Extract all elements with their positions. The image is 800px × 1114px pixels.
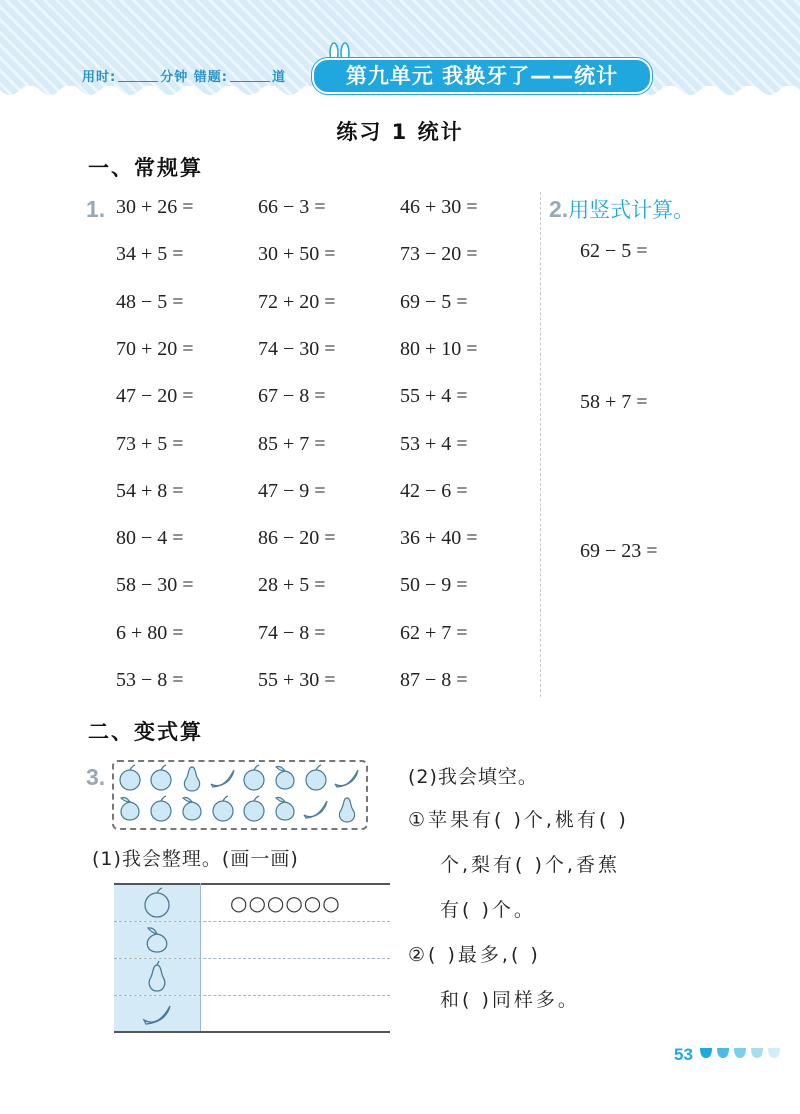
fill-line: 有( )个。	[440, 899, 536, 921]
table-row	[114, 922, 390, 959]
peach-icon	[276, 798, 294, 821]
equation: 53 − 8 =	[116, 669, 184, 691]
banana-icon	[335, 770, 358, 787]
equation: 42 − 6 =	[400, 479, 468, 502]
equation: 53 + 4 =	[400, 432, 468, 455]
equation: 58 − 30 =	[116, 574, 194, 597]
pear-icon	[339, 798, 354, 822]
fill-line: 和( )同样多。	[440, 989, 580, 1011]
fill-line: 个,梨有( )个,香蕉	[440, 854, 620, 876]
banana-icon	[304, 801, 327, 818]
q2-title-text: 用竖式计算。	[568, 198, 695, 222]
peach-icon	[121, 798, 139, 821]
fruit-group	[114, 762, 366, 828]
table-column-separator	[200, 883, 201, 1031]
banana-icon	[114, 996, 200, 1032]
equation: 66 − 3 =	[258, 196, 326, 218]
banana-icon	[211, 770, 234, 787]
pear-icon	[114, 959, 200, 995]
equation: 73 − 20 =	[400, 243, 478, 266]
equation: 55 + 4 =	[400, 385, 468, 408]
equation: 55 + 30 =	[258, 669, 336, 691]
table-bottom-line	[114, 1031, 390, 1033]
peach-icon	[276, 767, 294, 790]
lesson-title: 练习 1 统计	[336, 120, 464, 144]
q1-number: 1.	[86, 196, 106, 222]
q2-item: 62 − 5 =	[580, 240, 648, 262]
apple-icon	[114, 885, 200, 921]
apple-icon	[151, 765, 171, 790]
equation: 48 − 5 =	[116, 290, 184, 313]
part1-label: (1)我会整理。(画一画)	[92, 848, 299, 870]
page-number-decoration	[698, 1046, 790, 1060]
table-icon-cell	[114, 885, 200, 921]
table-row	[114, 959, 390, 996]
q3-number: 3.	[86, 764, 106, 790]
equation: 80 − 4 =	[116, 527, 184, 550]
table-row	[114, 885, 390, 922]
equation: 74 − 8 =	[258, 621, 326, 644]
apple-icon	[244, 796, 264, 821]
peach-icon	[114, 922, 200, 958]
section1-title: 一、常规算	[88, 156, 203, 180]
equation: 36 + 40 =	[400, 527, 478, 550]
q2-item: 58 + 7 =	[580, 391, 648, 413]
equation: 85 + 7 =	[258, 432, 326, 455]
fruit-picture-box	[112, 760, 368, 830]
equation: 70 + 20 =	[116, 337, 194, 360]
apple-icon	[213, 796, 233, 821]
table-icon-cell	[114, 922, 200, 958]
table-row	[114, 996, 390, 1033]
equation: 69 − 5 =	[400, 290, 468, 313]
equation: 62 + 7 =	[400, 621, 468, 644]
page-number: 53	[674, 1045, 693, 1064]
time-unit: 分钟	[160, 70, 189, 85]
section-divider	[540, 192, 541, 697]
time-blank	[118, 69, 158, 82]
errors-blank	[230, 69, 270, 82]
apple-icon	[306, 765, 326, 790]
equation: 47 − 9 =	[258, 479, 326, 502]
time-label: 用时:	[82, 70, 117, 85]
q2-item: 69 − 23 =	[580, 540, 658, 562]
unit-title-banner: 第九单元 我换牙了——统计	[312, 58, 652, 94]
tally-table	[114, 883, 390, 1031]
equation: 30 + 26 =	[116, 196, 194, 218]
equation: 67 − 8 =	[258, 385, 326, 408]
equation: 86 − 20 =	[258, 527, 336, 550]
equation: 47 − 20 =	[116, 385, 194, 408]
equation: 50 − 9 =	[400, 574, 468, 597]
header-meta	[82, 66, 286, 85]
equation: 6 + 80 =	[116, 621, 184, 644]
equation: 46 + 30 =	[400, 196, 478, 218]
table-icon-cell	[114, 959, 200, 995]
fill-line: ①苹果有( )个,桃有( )	[408, 809, 629, 831]
apple-icon	[120, 765, 140, 790]
tally-circles: ○○○○○○	[230, 891, 341, 915]
equation: 87 − 8 =	[400, 669, 468, 691]
errors-label: 错题:	[193, 70, 228, 85]
apple-icon	[244, 765, 264, 790]
q2-number: 2.	[549, 196, 569, 222]
q2-title	[549, 194, 694, 224]
equation: 34 + 5 =	[116, 243, 184, 266]
equation: 80 + 10 =	[400, 337, 478, 360]
equation: 54 + 8 =	[116, 479, 184, 502]
equation: 74 − 30 =	[258, 337, 336, 360]
section2-title: 二、变式算	[88, 720, 203, 744]
equation: 73 + 5 =	[116, 432, 184, 455]
table-icon-cell	[114, 996, 200, 1032]
equation: 28 + 5 =	[258, 574, 326, 597]
errors-unit: 道	[271, 70, 286, 85]
pear-icon	[184, 767, 199, 791]
peach-icon	[183, 798, 201, 821]
apple-icon	[151, 796, 171, 821]
fill-line: ②( )最多,( )	[408, 944, 541, 966]
equation: 30 + 50 =	[258, 243, 336, 266]
equation: 72 + 20 =	[258, 290, 336, 313]
part2-label: (2)我会填空。	[408, 766, 538, 788]
